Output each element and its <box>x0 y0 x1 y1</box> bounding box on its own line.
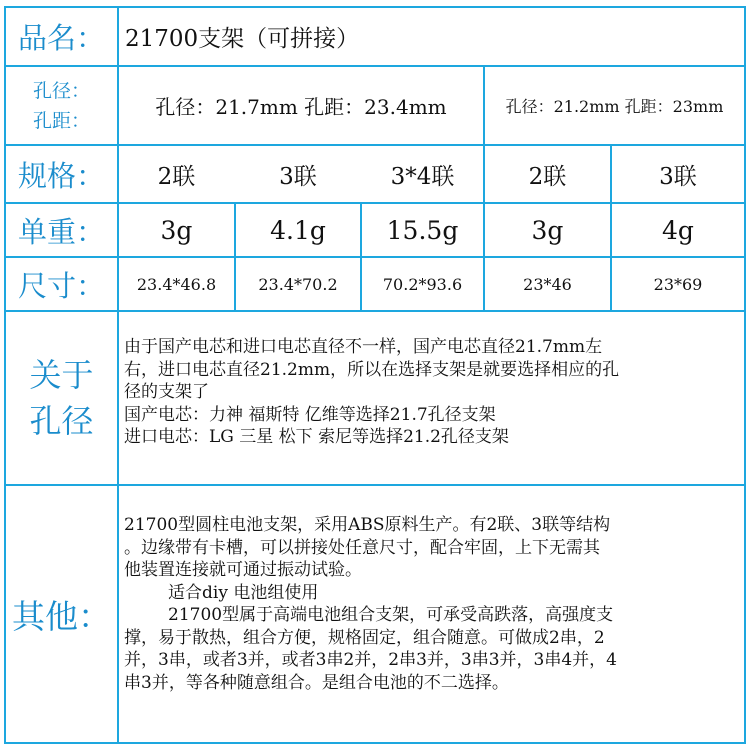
other-line: 串3并，等各种随意组合。是组合电池的不二选择。 <box>124 672 509 693</box>
spec-cell: 2联 <box>157 163 196 190</box>
about-line: 国产电芯：力神 福斯特 亿维等选择21.7孔径支架 <box>124 404 496 425</box>
spec-label: 规格： <box>17 158 105 193</box>
spec-cell: 3联 <box>659 163 697 190</box>
size-cell: 70.2*93.6 <box>382 274 463 294</box>
about-line: 右，进口电芯直径21.2mm，所以在选择支架是就要选择相应的孔 <box>124 359 620 380</box>
size-cell: 23*46 <box>523 274 572 294</box>
hole-spec-domestic: 孔径：21.7mm 孔距：23.4mm <box>155 95 447 119</box>
spec-cell: 3联 <box>279 163 317 190</box>
about-line: 由于国产电芯和进口电芯直径不一样，国产电芯直径21.7mm左 <box>124 337 603 357</box>
about-label-line: 关于 <box>29 356 94 394</box>
size-cell: 23.4*46.8 <box>136 274 217 294</box>
size-cell: 23.4*70.2 <box>258 274 338 294</box>
hole-diameter-label: 孔径： <box>32 79 90 102</box>
other-line: 并，3串，或者3并，或者3串2并，2串3并，3串3并，3串4并，4 <box>124 650 617 670</box>
hole-label <box>6 67 117 144</box>
about-label-line: 孔径 <box>29 402 94 440</box>
about-line: 径的支架了 <box>124 382 209 402</box>
weight-cell: 4g <box>662 215 694 245</box>
product-name: 21700支架（可拼接） <box>125 26 360 52</box>
other-line: 21700型圆柱电池支架，采用ABS原料生产。有2联、3联等结构 <box>124 515 611 535</box>
weight-cell: 15.5g <box>386 215 459 245</box>
about-hole-text <box>124 336 740 449</box>
other-text <box>124 514 740 694</box>
spec-cell: 2联 <box>528 163 567 190</box>
hole-pitch-label: 孔距： <box>32 109 90 132</box>
spec-cell: 3*4联 <box>390 163 455 190</box>
other-line: 撑，易于散热，组合方便，规格固定，组合随意。可做成2串，2 <box>124 627 605 648</box>
weight-label: 单重： <box>17 214 105 249</box>
size-label: 尺寸： <box>17 268 105 303</box>
other-label: 其他： <box>12 596 111 636</box>
other-line: 适合diy 电池组使用 <box>168 582 319 603</box>
about-hole-label <box>6 312 117 484</box>
name-label: 品名： <box>17 21 105 55</box>
hole-spec-import: 孔径：21.2mm 孔距：23mm <box>505 97 724 116</box>
other-line: 。边缘带有卡槽，可以拼接处任意尺寸，配合牢固，上下无需其 <box>124 537 600 558</box>
weight-cell: 4.1g <box>270 215 326 245</box>
size-cell: 23*69 <box>653 274 703 294</box>
weight-cell: 3g <box>160 215 193 245</box>
other-line: 他装置连接就可通过振动试验。 <box>124 560 362 580</box>
other-line: 21700型属于高端电池组合支架，可承受高跌落，高强度支 <box>168 605 614 625</box>
weight-cell: 3g <box>531 215 564 245</box>
about-line: 进口电芯：LG 三星 松下 索尼等选择21.2孔径支架 <box>124 427 509 447</box>
spec-sheet-table <box>4 6 746 744</box>
